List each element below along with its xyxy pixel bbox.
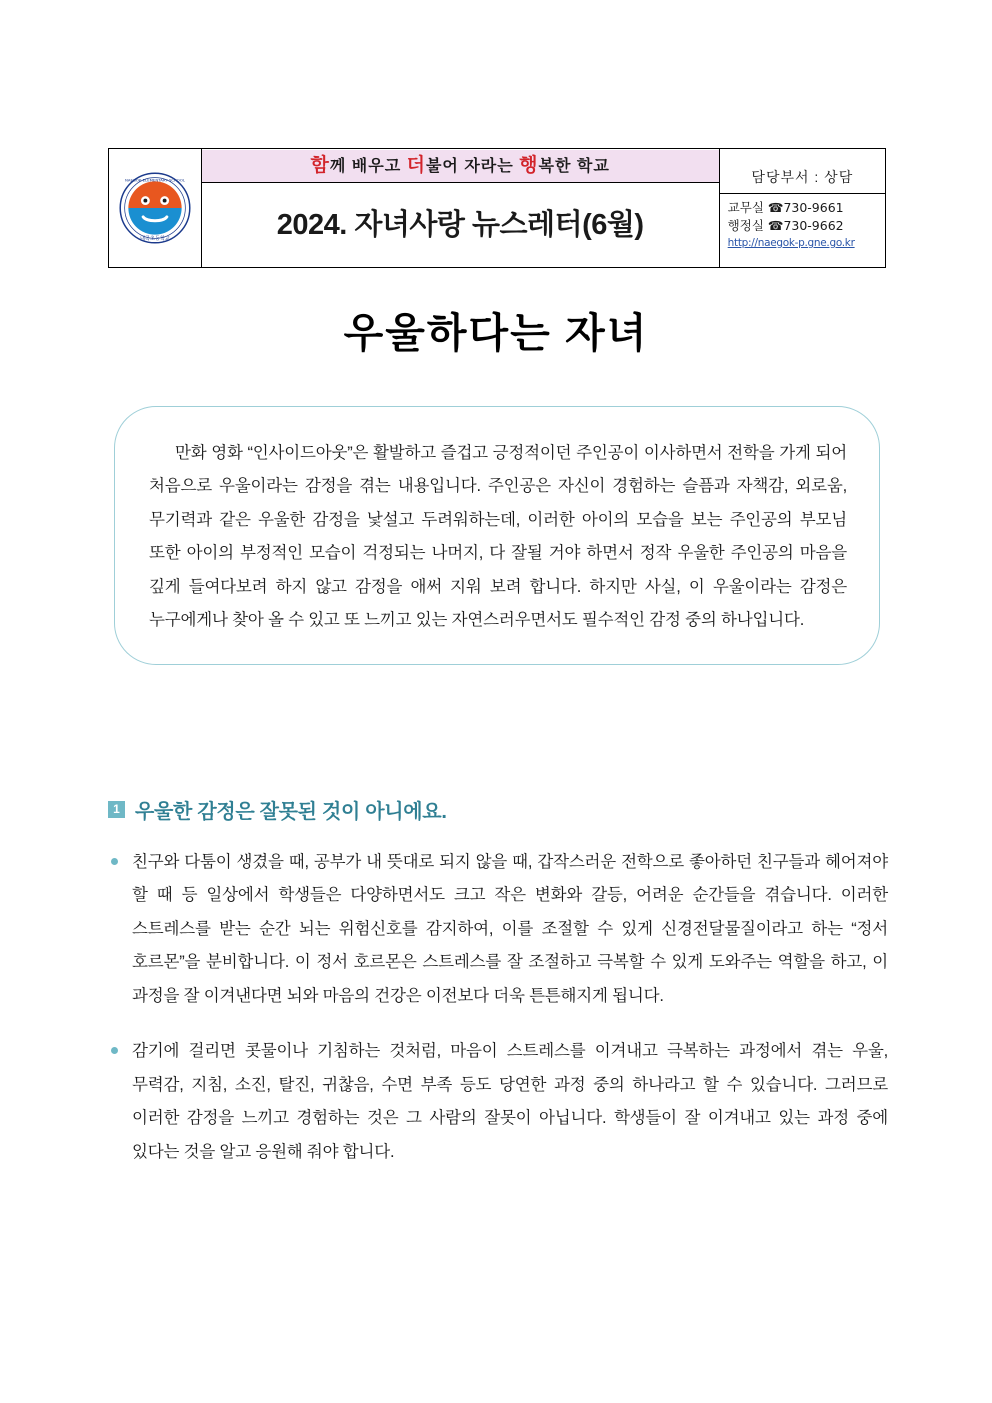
slogan-text-1: 께 배우고 <box>329 157 407 175</box>
slogan-highlight-3: 행 <box>519 154 539 176</box>
header-title-cell <box>201 149 719 268</box>
department-cell <box>719 149 885 268</box>
section-1 <box>108 795 888 1191</box>
list-item: 친구와 다툼이 생겼을 때, 공부가 내 뜻대로 되지 않을 때, 갑작스러운 전학으로 좋아하던 친구들과 헤어져야 할 때 등 일상에서 학생들은 다양하면서도 크고 작은 변화와 갈등, 어려운 순간들을 겪습니다. 이러한 스트레스를 받는 순간 뇌는 위험신호를 감지하여, 이를 조절할 수 있게 신경전달물질이라고 하는 “정서 호르몬”을 분비합니다. 이 정서 호르몬은 스트레스를 잘 조절하고 극복할 수 있게 도와주는 역할을 하고, 이 과정을 잘 이겨낸다면 뇌와 마음의 건강은 이전보다 더욱 튼튼해지게 됩니다. <box>108 846 888 1013</box>
header-table <box>108 148 886 268</box>
school-website-link[interactable]: http://naegok-p.gne.go.kr <box>727 237 855 250</box>
contact-info <box>720 194 885 255</box>
school-logo-cell <box>109 149 202 268</box>
svg-text:NAEGOK ELEMENTARY SCHOOL: NAEGOK ELEMENTARY SCHOOL <box>124 177 185 183</box>
svg-text:내곡초등학교: 내곡초등학교 <box>139 235 170 242</box>
slogan-text-2: 불어 자라는 <box>425 157 520 175</box>
contact-office: 교무실 ☎730-9661 <box>727 199 844 215</box>
list-item: 감기에 걸리면 콧물이나 기침하는 것처럼, 마음이 스트레스를 이겨내고 극복하는 과정에서 겪는 우울, 무력감, 지침, 소진, 탈진, 귀찮음, 수면 부족 등도 당연한 과정 중의 하나라고 할 수 있습니다. 그러므로 이러한 감정을 느끼고 경험하는 것은 그 사람의 잘못이 아닙니다. 학생들이 잘 이겨내고 있는 과정 중에 있다는 것을 알고 응원해 줘야 합니다. <box>108 1035 888 1169</box>
intro-box <box>114 406 880 665</box>
section-1-heading <box>108 795 888 824</box>
section-1-bullet-list <box>108 846 888 1169</box>
school-slogan <box>202 150 719 183</box>
department-label: 담당부서 : 상담 <box>720 161 885 194</box>
contact-admin: 행정실 ☎730-9662 <box>727 217 844 233</box>
slogan-highlight-1: 함 <box>310 154 330 176</box>
school-emblem-icon <box>118 171 192 245</box>
section-1-number: 1 <box>108 801 125 818</box>
intro-paragraph: 만화 영화 “인사이드아웃”은 활발하고 즐겁고 긍정적이던 주인공이 이사하면서 전학을 가게 되어 처음으로 우울이라는 감정을 겪는 내용입니다. 주인공은 자신이 경험하는 슬픔과 자책감, 외로움, 무기력과 같은 우울한 감정을 낯설고 두려워하는데, 이러한 아이의 모습을 보는 주인공의 부모님 또한 아이의 부정적인 모습이 걱정되는 나머지, 다 잘될 거야 하면서 정작 우울한 주인공의 마음을 깊게 들여다보려 하지 않고 감정을 애써 지워 보려 합니다. 하지만 사실, 이 우울이라는 감정은 누구에게나 찾아 올 수 있고 또 느끼고 있는 자연스러우면서도 필수적인 감정 중의 하나입니다. <box>149 444 847 630</box>
section-1-title: 우울한 감정은 잘못된 것이 아니에요. <box>135 801 447 823</box>
slogan-highlight-2: 더 <box>406 154 426 176</box>
newsletter-title: 2024. 자녀사랑 뉴스레터(6월) <box>276 208 644 241</box>
slogan-text-3: 복한 학교 <box>538 157 610 175</box>
page-headline: 우울하다는 자녀 <box>343 310 649 356</box>
